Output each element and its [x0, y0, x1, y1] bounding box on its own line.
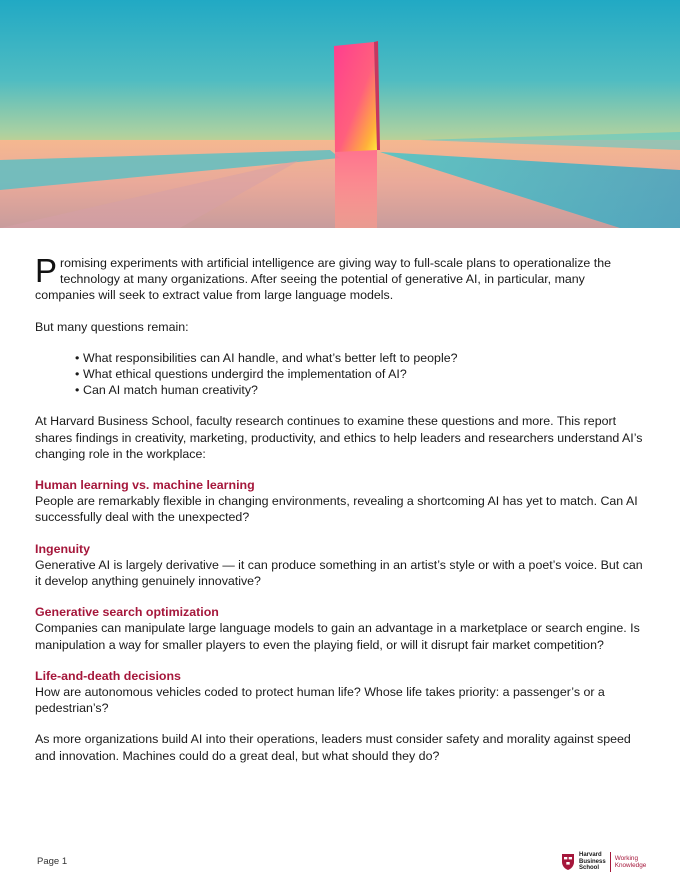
- section-heading: Human learning vs. machine learning: [35, 478, 255, 493]
- hbs-wordmark: [579, 852, 611, 871]
- logo-line: Knowledge: [614, 862, 647, 869]
- questions-intro: But many questions remain:: [35, 319, 189, 334]
- list-item: • Can AI match human creativity?: [75, 382, 647, 398]
- page-number: Page 1: [37, 856, 68, 867]
- logo-line: Harvard: [579, 852, 602, 859]
- hbs-working-knowledge-logo: [561, 850, 651, 874]
- section-heading: Generative search optimization: [35, 605, 219, 620]
- monolith-horizon-image: [0, 0, 680, 228]
- closing-paragraph: As more organizations build AI into their operations, leaders must consider safety and morality against speed and innovation. Machines could do a great deal, but what should they do?: [35, 732, 631, 763]
- list-item: • What ethical questions undergird the implementation of AI?: [75, 366, 647, 382]
- intro-paragraph: [35, 252, 647, 304]
- section-heading: Life-and-death decisions: [35, 668, 181, 683]
- section-heading: Ingenuity: [35, 541, 91, 556]
- logo-line: Working: [614, 855, 639, 862]
- section-body: People are remarkably flexible in changing environments, revealing a shortcoming AI has yet to match. Can AI successfully deal with the unexpected?: [35, 494, 638, 525]
- article-body: [35, 252, 647, 764]
- list-item: • What responsibilities can AI handle, and what’s better left to people?: [75, 350, 647, 366]
- section-body: Generative AI is largely derivative — it can produce something in an artist’s style or with a poet’s voice. But can it develop anything genuinely innovative?: [35, 557, 643, 589]
- intro-text: romising experiments with artificial intelligence are giving way to full-scale plans to operationalize the technology at many organizations. After seeing the potential of generative AI, in particular, many companies will seek to extract value from large language models.: [35, 256, 611, 303]
- question-list: [35, 350, 647, 399]
- drop-cap: P: [35, 252, 58, 289]
- logo-line: School: [579, 865, 600, 872]
- report-paragraph: At Harvard Business School, faculty research continues to examine these questions and more. This report shares findings in creativity, marketing, productivity, and ethics to help leaders and researchers understand AI’s changing role in the workplace:: [35, 414, 643, 461]
- working-knowledge-wordmark: [611, 855, 647, 869]
- section-body: How are autonomous vehicles coded to protect human life? Whose life takes priority: a passenger’s or a pedestrian’s?: [35, 685, 605, 716]
- hero-image: [0, 0, 680, 228]
- logo-line: Business: [579, 858, 606, 865]
- hbs-shield-icon: [561, 853, 575, 871]
- section-body: Companies can manipulate large language models to gain an advantage in a marketplace or search engine. Is manipulation a way for smaller players to even the playing field, or will it disrupt fair market competition?: [35, 621, 640, 652]
